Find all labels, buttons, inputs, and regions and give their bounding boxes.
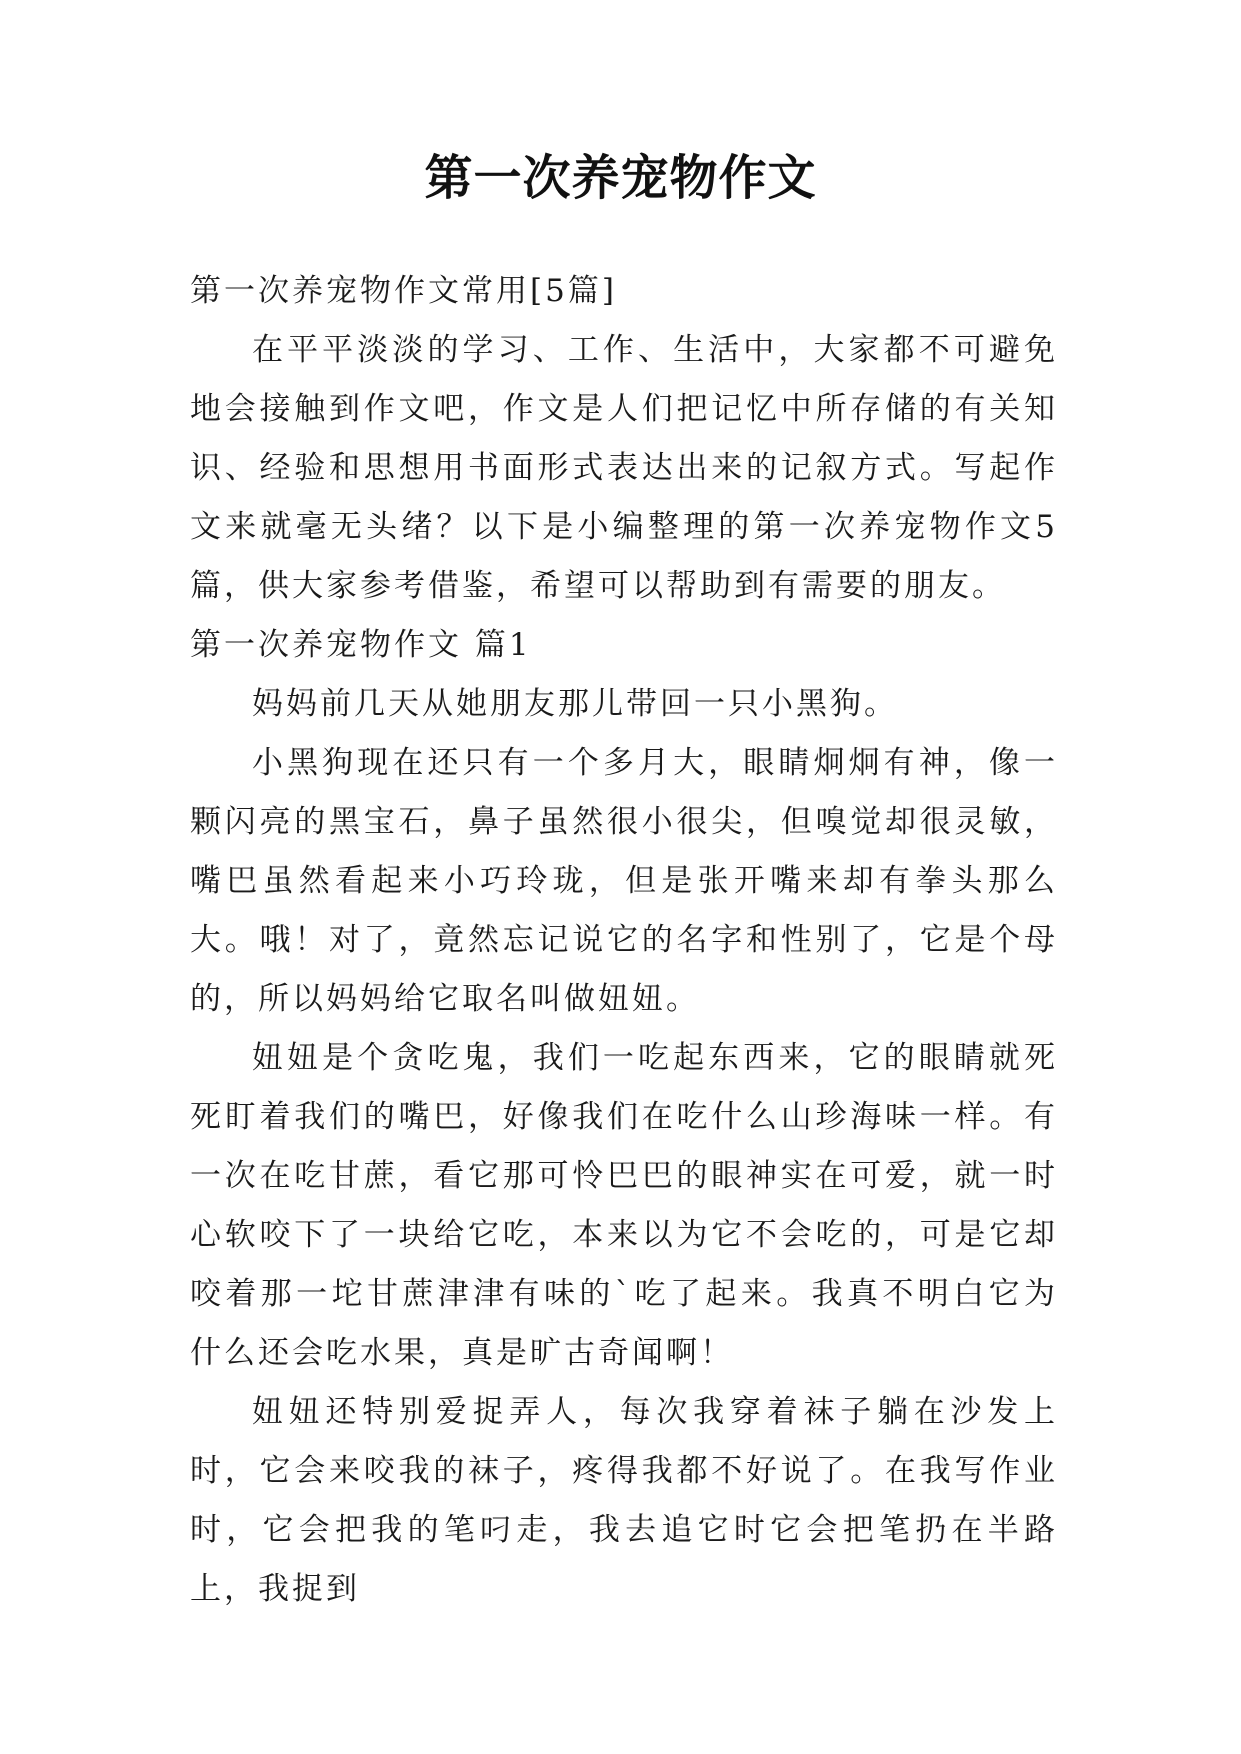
body-paragraph: 妈妈前几天从她朋友那儿带回一只小黑狗。	[252, 686, 898, 722]
body-paragraph: 妞妞还特别爱捉弄人，每次我穿着袜子躺在沙发上时，它会来咬我的袜子，疼得我都不好说了。在我写作业时，它会把我的笔叼走，我去追它时它会把笔扔在半路上，我捉到	[190, 1394, 1058, 1607]
section-heading: 第一次养宠物作文 篇1	[190, 627, 532, 663]
intro-paragraph: 在平平淡淡的学习、工作、生活中，大家都不可避免地会接触到作文吧，作文是人们把记忆中所存储的有关知识、经验和思想用书面形式表达出来的记叙方式。写起作文来就毫无头绪？以下是小编整理的第一次养宠物作文5篇，供大家参考借鉴，希望可以帮助到有需要的朋友。	[190, 332, 1058, 604]
document-subtitle: 第一次养宠物作文常用[5篇]	[190, 273, 617, 309]
body-paragraph: 妞妞是个贪吃鬼，我们一吃起东西来，它的眼睛就死死盯着我们的嘴巴，好像我们在吃什么山珍海味一样。有一次在吃甘蔗，看它那可怜巴巴的眼神实在可爱，就一时心软咬下了一块给它吃，本来以为它不会吃的，可是它却咬着那一坨甘蔗津津有味的`吃了起来。我真不明白它为什么还会吃水果，真是旷古奇闻啊！	[190, 1040, 1058, 1371]
body-paragraph: 小黑狗现在还只有一个多月大，眼睛炯炯有神，像一颗闪亮的黑宝石，鼻子虽然很小很尖，但嗅觉却很灵敏，嘴巴虽然看起来小巧玲珑，但是张开嘴来却有拳头那么大。哦！对了，竟然忘记说它的名字和性别了，它是个母的，所以妈妈给它取名叫做妞妞。	[190, 745, 1058, 1017]
document-title: 第一次养宠物作文	[424, 150, 817, 206]
document-body	[190, 262, 1058, 1619]
